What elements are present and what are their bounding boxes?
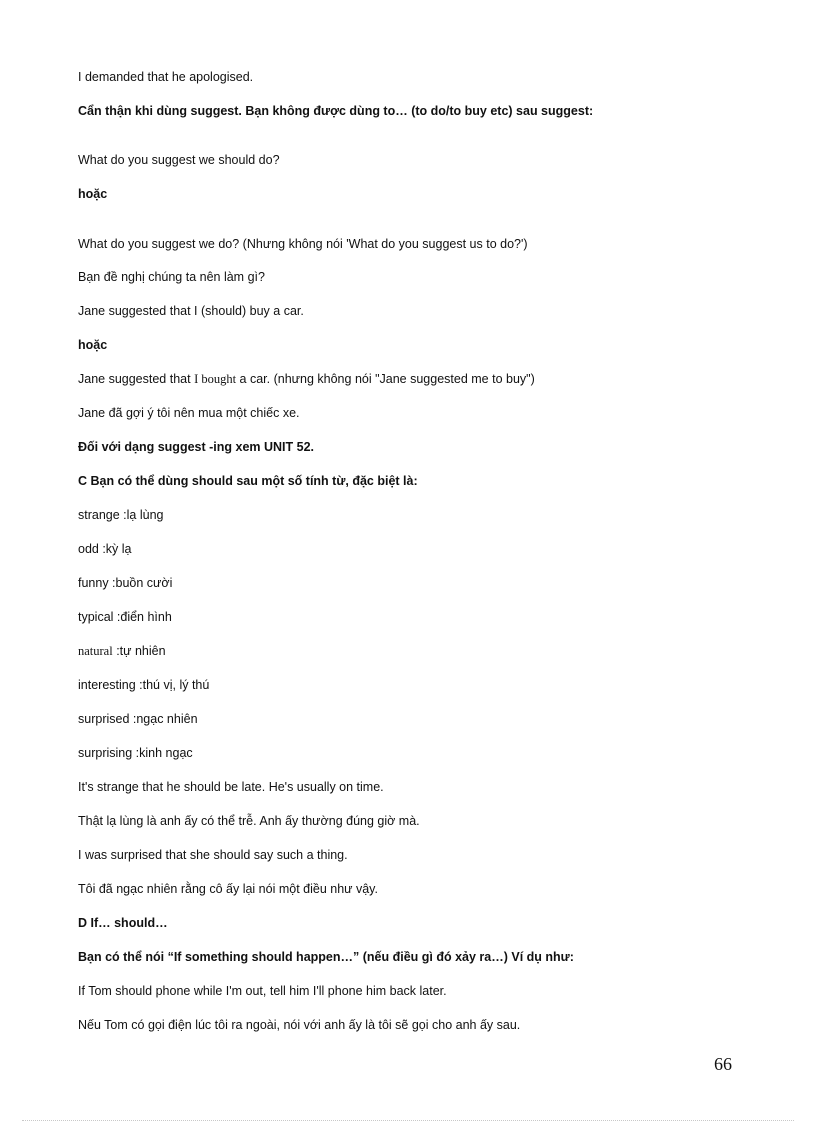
vocab-line: funny :buồn cười	[78, 576, 173, 590]
text-line: What do you suggest we should do?	[78, 153, 280, 167]
note-line: Cẩn thận khi dùng suggest. Bạn không được dùng to… (to do/to buy etc) sau suggest:	[78, 104, 594, 118]
vocab-line: surprised :ngạc nhiên	[78, 712, 198, 726]
text-line: Thật lạ lùng là anh ấy có thể trễ. Anh ấy thường đúng giờ mà.	[78, 814, 420, 828]
vocab-line: strange :lạ lùng	[78, 508, 164, 522]
connector-line: hoặc	[78, 187, 108, 201]
text-line: I was surprised that she should say such a thing.	[78, 848, 348, 862]
page-bottom-divider	[22, 1120, 794, 1121]
text-segment: :tự nhiên	[112, 644, 166, 658]
text-line: Bạn đề nghị chúng ta nên làm gì?	[78, 270, 265, 284]
text-segment: Jane suggested that	[78, 372, 195, 386]
page-number: 66	[714, 1054, 732, 1074]
vocab-line	[78, 643, 758, 659]
vocab-line: odd :kỳ lạ	[78, 542, 132, 556]
text-line: If Tom should phone while I'm out, tell him I'll phone him back later.	[78, 984, 447, 998]
vocab-line: typical :điển hình	[78, 610, 172, 624]
text-segment-serif: natural	[78, 644, 113, 658]
text-line	[78, 371, 758, 387]
text-line: It's strange that he should be late. He's usually on time.	[78, 780, 384, 794]
text-segment: a car. (nhưng không nói "Jane suggested me to buy")	[236, 372, 535, 386]
text-segment-serif: I bought	[194, 372, 237, 386]
text-line: I demanded that he apologised.	[78, 70, 254, 84]
text-line: Tôi đã ngạc nhiên rằng cô ấy lại nói một điều như vậy.	[78, 882, 378, 896]
text-line: What do you suggest we do? (Nhưng không nói 'What do you suggest us to do?')	[78, 237, 528, 251]
vocab-line: surprising :kinh ngạc	[78, 746, 193, 760]
section-heading: D If… should…	[78, 916, 168, 930]
connector-line: hoặc	[78, 338, 108, 352]
note-line: Bạn có thể nói “If something should happen…” (nếu điều gì đó xảy ra…) Ví dụ như:	[78, 950, 574, 964]
text-line: Nếu Tom có gọi điện lúc tôi ra ngoài, nói với anh ấy là tôi sẽ gọi cho anh ấy sau.	[78, 1018, 521, 1032]
reference-line: Đối với dạng suggest -ing xem UNIT 52.	[78, 440, 315, 454]
section-heading: C Bạn có thể dùng should sau một số tính từ, đặc biệt là:	[78, 474, 418, 488]
vocab-line: interesting :thú vị, lý thú	[78, 678, 210, 692]
text-line: Jane suggested that I (should) buy a car.	[78, 304, 304, 318]
text-line: Jane đã gợi ý tôi nên mua một chiếc xe.	[78, 406, 300, 420]
